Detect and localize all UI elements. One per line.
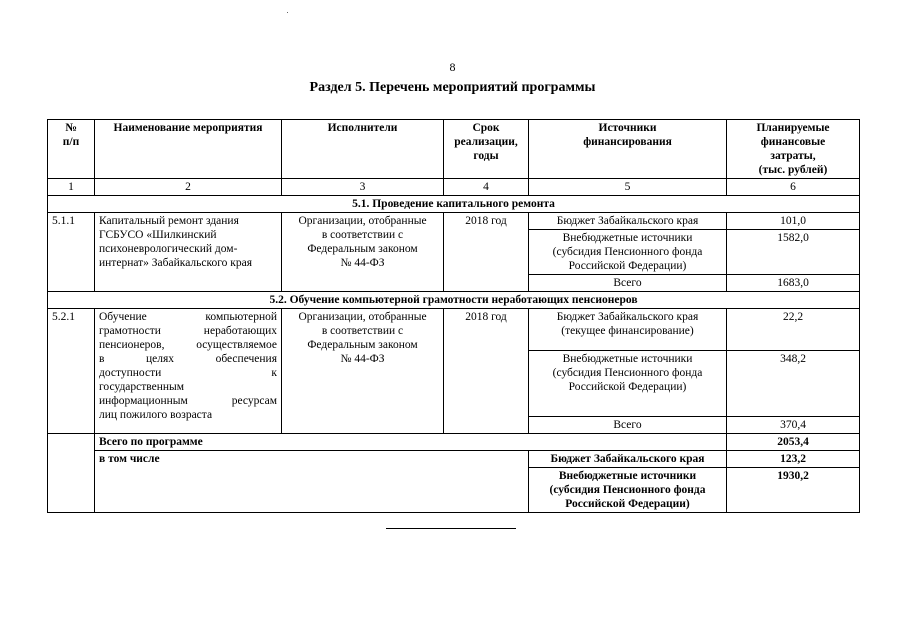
header-sources: Источники финансирования	[529, 120, 727, 179]
funding-source: Бюджет Забайкальского края	[529, 213, 727, 230]
funding-source: Внебюджетные источники (субсидия Пенсионного фонда Российской Федерации)	[529, 351, 727, 417]
total-value: 1683,0	[727, 275, 860, 292]
column-number: 3	[282, 179, 444, 196]
column-number: 1	[48, 179, 95, 196]
program-total-value: 2053,4	[727, 434, 860, 451]
cost-value: 348,2	[727, 351, 860, 417]
cost-value: 123,2	[727, 451, 860, 468]
cost-value: 1582,0	[727, 230, 860, 275]
activity-name: Капитальный ремонт здания ГСБУСО «Шилкинский психоневрологический дом- интернат» Забайкальского края	[95, 213, 282, 292]
footer-divider	[386, 528, 516, 529]
executors: Организации, отобранные в соответствии с Федеральным законом № 44-ФЗ	[282, 309, 444, 434]
header-row	[48, 120, 860, 179]
header-costs: Планируемые финансовые затраты, (тыс. рублей)	[727, 120, 860, 179]
cost-value: 22,2	[727, 309, 860, 351]
total-label: Всего	[529, 275, 727, 292]
column-number: 5	[529, 179, 727, 196]
page-number: 8	[449, 60, 456, 74]
column-number: 2	[95, 179, 282, 196]
including-label: в том числе	[95, 451, 529, 513]
cost-value: 101,0	[727, 213, 860, 230]
empty-cell	[48, 451, 95, 513]
term: 2018 год	[444, 213, 529, 292]
term: 2018 год	[444, 309, 529, 434]
activities-table	[47, 119, 860, 513]
activity-name: Обучение компьютерной грамотности неработающих пенсионеров, осуществляемое в целях обеспечения доступности к государственным информационным ресурсам лиц пожилого возраста	[95, 309, 282, 434]
subsection-title: 5.1. Проведение капитального ремонта	[48, 196, 860, 213]
funding-source: Бюджет Забайкальского края (текущее финансирование)	[529, 309, 727, 351]
row-number: 5.2.1	[48, 309, 95, 434]
table-row	[48, 213, 860, 230]
header-num: № п/п	[48, 120, 95, 179]
column-number: 6	[727, 179, 860, 196]
program-total-label: Всего по программе	[95, 434, 727, 451]
column-number-row	[48, 179, 860, 196]
subsection-row	[48, 292, 860, 309]
funding-source: Внебюджетные источники (субсидия Пенсионного фонда Российской Федерации)	[529, 468, 727, 513]
total-value: 370,4	[727, 417, 860, 434]
scan-speck	[287, 12, 288, 13]
subsection-row	[48, 196, 860, 213]
funding-source: Внебюджетные источники (субсидия Пенсионного фонда Российской Федерации)	[529, 230, 727, 275]
including-row	[48, 451, 860, 468]
row-number: 5.1.1	[48, 213, 95, 292]
section-title: Раздел 5. Перечень мероприятий программы	[309, 80, 596, 95]
header-executors: Исполнители	[282, 120, 444, 179]
header-name: Наименование мероприятия	[95, 120, 282, 179]
header-term: Срок реализации, годы	[444, 120, 529, 179]
empty-cell	[48, 434, 95, 451]
cost-value: 1930,2	[727, 468, 860, 513]
executors: Организации, отобранные в соответствии с Федеральным законом № 44-ФЗ	[282, 213, 444, 292]
total-label: Всего	[529, 417, 727, 434]
program-total-row	[48, 434, 860, 451]
table-row	[48, 309, 860, 351]
subsection-title: 5.2. Обучение компьютерной грамотности неработающих пенсионеров	[48, 292, 860, 309]
funding-source: Бюджет Забайкальского края	[529, 451, 727, 468]
column-number: 4	[444, 179, 529, 196]
